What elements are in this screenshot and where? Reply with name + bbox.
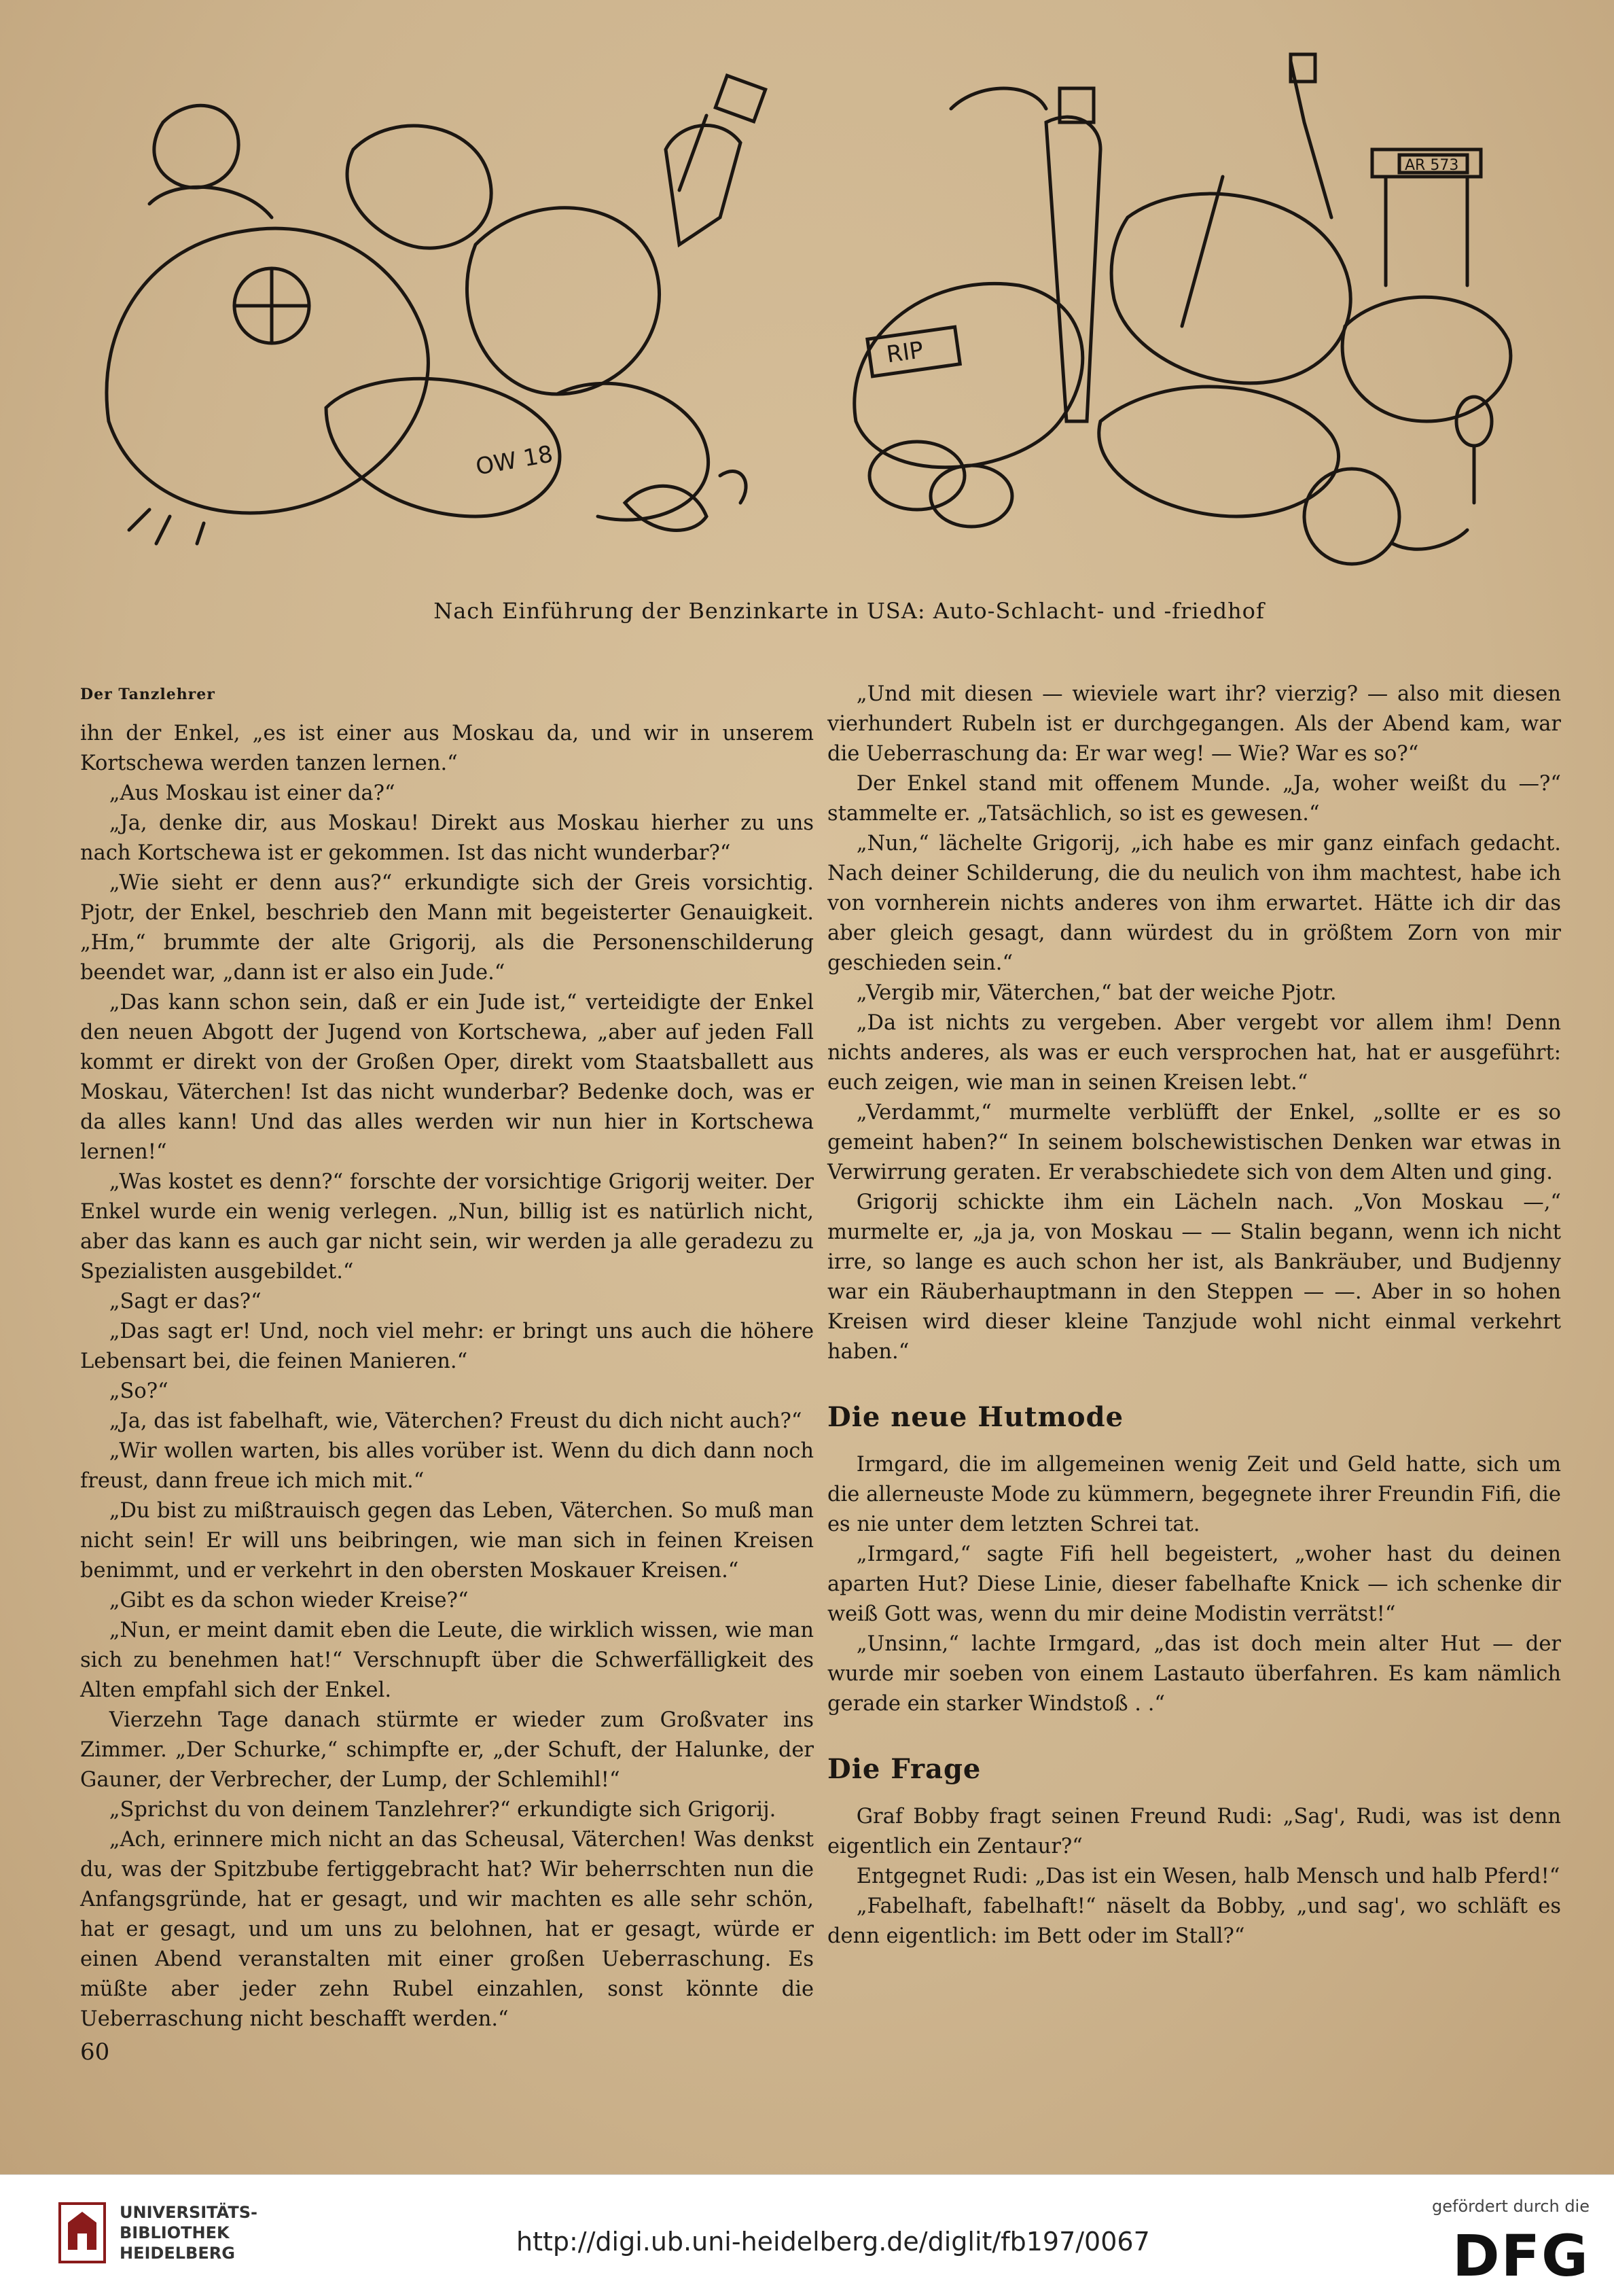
paragraph: Graf Bobby fragt seinen Freund Rudi: „Sag', Rudi, was ist denn eigentlich ein Zentaur?“ [827, 1805, 1561, 1858]
funded-by-label: gefördert durch die [1432, 2197, 1590, 2216]
paragraph: „Wir wollen warten, bis alles vorüber ist. Wenn du dich dann noch freust, dann freue ich mich mit.“ [80, 1439, 814, 1493]
paragraph: Grigorij schickte ihm ein Lächeln nach. „Von Moskau —,“ murmelte er, „ja ja, von Moskau — — Stalin begann, wenn ich nicht irre, so lange es auch schon her ist, als Bankräuber, und Budjenny war ein Räuberhauptmann in den Steppen — —. Aber in so hohen Kreisen wird dieser kleine Tanzjude wohl nicht einmal verkehrt haben.“ [827, 1190, 1561, 1364]
license-plate-right: RIP [884, 336, 925, 369]
paragraph: „Irmgard,“ sagte Fifi hell begeistert, „woher hast du deinen aparten Hut? Diese Linie, dieser fabelhafte Knick — ich schenke dir weiß Gott was, wenn du mir deine Modistin verrätst!“ [827, 1542, 1561, 1626]
paragraph: „Sprichst du von deinem Tanzlehrer?“ erkundigte sich Grigorij. [109, 1798, 776, 1822]
paragraph: „Was kostet es denn?“ forschte der vorsichtige Grigorij weiter. Der Enkel wurde ein wenig verlegen. „Nun, billig ist es natürlich nicht, aber das kann es auch gar nicht sein, wir werden ja alle geradezu zu Spezialisten ausgebildet.“ [80, 1170, 814, 1284]
paragraph: „Wie sieht er denn aus?“ erkundigte sich der Greis vorsichtig. Pjotr, der Enkel, beschrieb den Mann mit begeisterter Genauigkeit. „Hm,“ brummte der alte Grigorij, als die Personenschilderung beendet war, „dann ist er also ein Jude.“ [80, 871, 814, 985]
paragraph: „Ja, das ist fabelhaft, wie, Väterchen? Freust du dich nicht auch?“ [109, 1409, 802, 1433]
paragraph: „Ja, denke dir, aus Moskau! Direkt aus Moskau hierher zu uns nach Kortschewa ist er gekommen. Ist das nicht wunderbar?“ [80, 811, 814, 865]
university-library-logo-icon [58, 2202, 106, 2263]
cartoon-illustration [68, 41, 1535, 571]
illustration-caption: Nach Einführung der Benzinkarte in USA: Auto-Schlacht- und -friedhof [433, 598, 1265, 624]
paragraph: Der Enkel stand mit offenem Munde. „Ja, woher weißt du —?“ stammelte er. „Tatsächlich, so ist es gewesen.“ [827, 772, 1561, 826]
paragraph: „Verdammt,“ murmelte verblüfft der Enkel, „sollte er es so gemeint haben?“ In seinem bolschewistischen Denken war etwas in Verwirrung geraten. Er verabschiedete sich von dem Alten und ging. [827, 1101, 1561, 1184]
left-column [80, 679, 814, 2034]
paragraph: „Das sagt er! Und, noch viel mehr: er bringt uns auch die höhere Lebensart bei, die feinen Manieren.“ [80, 1320, 814, 1373]
paragraph: „Nun,“ lächelte Grigorij, „ich habe es mir ganz einfach gedacht. Nach deiner Schilderung, die du neulich von ihm machtest, habe ich von vornherein nichts anderes von ihm erwartet. Hätte ich dir das aber gleich gesagt, dann würdest du in größtem Zorn von mir geschieden sein.“ [827, 832, 1561, 975]
paragraph: Entgegnet Rudi: „Das ist ein Wesen, halb Mensch und halb Pferd!“ [856, 1865, 1560, 1888]
paragraph: „Und mit diesen — wieviele wart ihr? vierzig? — also mit diesen vierhundert Rubeln ist er durchgegangen. Als der Abend kam, war die Ueberraschung da: Er war weg! — Wie? War es so?“ [827, 682, 1561, 766]
paragraph: „Ach, erinnere mich nicht an das Scheusal, Väterchen! Was denkst du, was der Spitzbube fertiggebracht hat? Wir beherrschten nun die Anfangsgründe, hat er gesagt, und wir machten es alle sehr schön, hat er gesagt, und um uns zu belohnen, hat er gesagt, würde er einen Abend veranstalten mit einer großen Ueberraschung. Es müßte aber jeder zehn Rubel einzahlen, sonst könnte die Ueberraschung nicht beschafft werden.“ [80, 1828, 814, 2031]
right-column [827, 679, 1561, 1951]
paragraph: „Vergib mir, Väterchen,“ bat der weiche Pjotr. [856, 981, 1337, 1005]
paragraph: „Du bist zu mißtrauisch gegen das Leben, Väterchen. So muß man nicht sein! Er will uns beibringen, wie man sich in feinen Kreisen benimmt, und er verkehrt in den obersten Moskauer Kreisen.“ [80, 1499, 814, 1583]
library-name-line: HEIDELBERG [120, 2244, 235, 2263]
paragraph: „Gibt es da schon wieder Kreise?“ [109, 1589, 469, 1612]
sign-right: AR 573 [1405, 157, 1459, 174]
paragraph: „Aus Moskau ist einer da?“ [109, 781, 395, 805]
paragraph: „Nun, er meint damit eben die Leute, die wirklich wissen, wie man sich zu benehmen hat!“ Verschnupft über die Schwerfälligkeit des Alten empfahl sich der Enkel. [80, 1619, 814, 1702]
section-heading-hutmode: Die neue Hutmode [827, 1401, 1124, 1433]
page-number: 60 [80, 2038, 110, 2066]
license-plate-left: OW 18 [473, 440, 555, 481]
paragraph: Irmgard, die im allgemeinen wenig Zeit und Geld hatte, sich um die allerneuste Mode zu kümmern, begegnete ihrer Freundin Fifi, die es nie unter dem letzten Schrei tat. [827, 1453, 1561, 1536]
paragraph: Vierzehn Tage danach stürmte er wieder zum Großvater ins Zimmer. „Der Schurke,“ schimpfte er, „der Schuft, der Halunke, der Gauner, der Verbrecher, der Lump, der Schlemihl!“ [80, 1708, 814, 1792]
library-name-line: BIBLIOTHEK [120, 2223, 230, 2242]
library-name-line: UNIVERSITÄTS- [120, 2203, 258, 2222]
paragraph: ihn der Enkel, „es ist einer aus Moskau da, und wir in unserem Kortschewa werden tanzen lernen.“ [80, 722, 814, 775]
paragraph: „Unsinn,“ lachte Irmgard, „das ist doch mein alter Hut — der wurde mir soeben von einem Lastauto überfahren. Es kam nämlich gerade ein starker Windstoß . .“ [827, 1632, 1561, 1716]
paragraph: „Das kann schon sein, daß er ein Jude ist,“ verteidigte der Enkel den neuen Abgott der Jugend von Kortschewa, „aber auf jeden Fall kommt er direkt von der Großen Oper, direkt vom Staatsballett aus Moskau, Väterchen! Ist das nicht wunderbar? Bedenke doch, was er da alles kann! Und das alles werden wir nun hier in Kortschewa lernen!“ [80, 991, 814, 1164]
section-heading-frage: Die Frage [827, 1753, 982, 1785]
digitization-footer [0, 2174, 1614, 2296]
dfg-logo: DFG [1452, 2223, 1590, 2289]
library-name [120, 2202, 257, 2263]
paragraph: „Sagt er das?“ [109, 1290, 262, 1313]
paragraph: „Da ist nichts zu vergeben. Aber vergebt vor allem ihm! Denn nichts anderes, als was er euch versprochen hat, hat er ausgeführt: euch zeigen, wie man in seinen Kreisen lebt.“ [827, 1011, 1561, 1095]
running-head: Der Tanzlehrer [80, 686, 215, 703]
permalink-url[interactable]: http://digi.ub.uni-heidelberg.de/diglit/fb197/0067 [516, 2227, 1150, 2257]
paragraph: „Fabelhaft, fabelhaft!“ näselt da Bobby, „und sag', wo schläft es denn eigentlich: im Bett oder im Stall?“ [827, 1894, 1561, 1948]
paragraph: „So?“ [109, 1379, 168, 1403]
